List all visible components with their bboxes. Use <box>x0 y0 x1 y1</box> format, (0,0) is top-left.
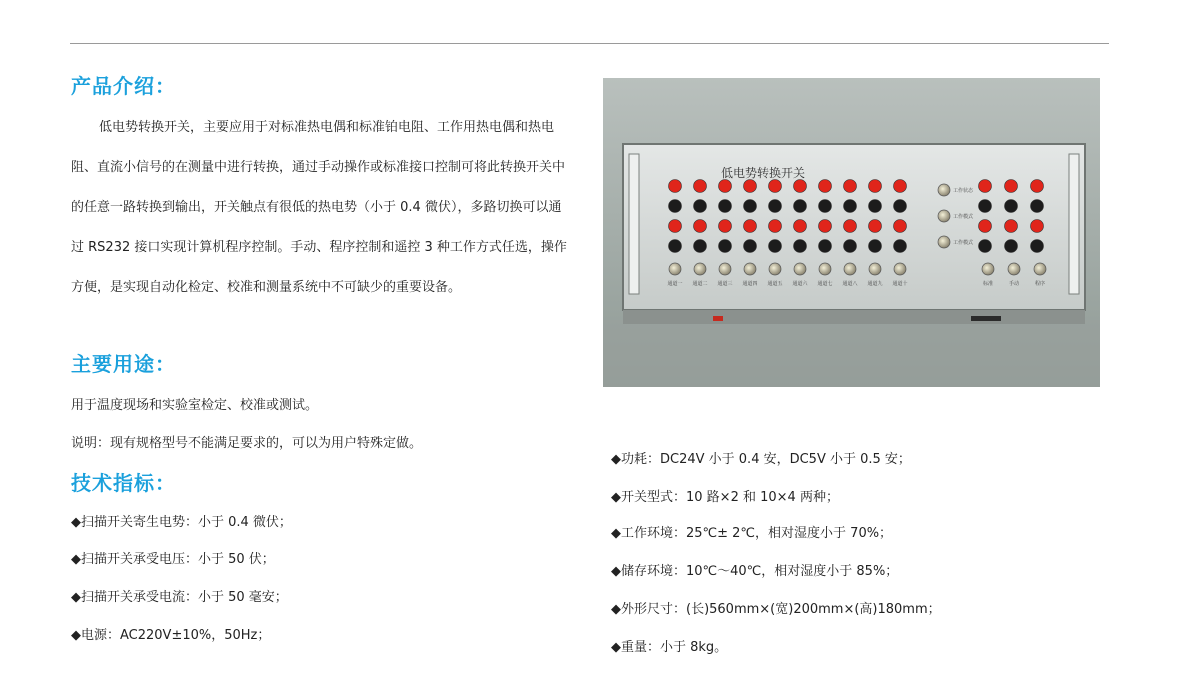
spec-item: ◆储存环境：10℃～40℃，相对湿度小于 85%； <box>611 564 899 579</box>
terminal-post <box>1031 240 1044 253</box>
control-label: 程序 <box>1034 281 1046 287</box>
terminal-post <box>979 180 992 193</box>
channel-label: 通道八 <box>842 281 858 287</box>
spec-item: ◆扫描开关寄生电势：小于 0.4 微伏； <box>71 515 292 530</box>
channel-knob <box>844 263 856 275</box>
terminal-post <box>1005 200 1018 213</box>
terminal-post <box>844 180 857 193</box>
usage-note: 说明：现有规格型号不能满足要求的，可以为用户特殊定做。 <box>71 436 423 451</box>
spec-item: ◆工作环境：25℃± 2℃，相对湿度小于 70%； <box>611 526 893 541</box>
intro-heading: 产品介绍： <box>71 74 176 98</box>
terminal-post <box>1031 180 1044 193</box>
terminal-post <box>794 180 807 193</box>
terminal-post <box>844 240 857 253</box>
terminal-post <box>894 240 907 253</box>
terminal-post <box>669 180 682 193</box>
channel-label: 通道九 <box>867 281 883 287</box>
terminal-post <box>794 220 807 233</box>
control-knob <box>982 263 994 275</box>
spec-item: ◆重量：小于 8kg。 <box>611 640 728 655</box>
terminal-post <box>819 200 832 213</box>
terminal-post <box>979 220 992 233</box>
terminal-post <box>719 180 732 193</box>
usage-line: 用于温度现场和实验室检定、校准或测试。 <box>71 398 319 413</box>
terminal-post <box>979 240 992 253</box>
mode-label: 工作模式 <box>953 214 974 220</box>
spec-item: ◆开关型式：10 路×2 和 10×4 两种； <box>611 490 839 505</box>
mode-label: 工作模式 <box>953 240 974 246</box>
terminal-post <box>869 240 882 253</box>
channel-knob <box>669 263 681 275</box>
terminal-post <box>844 220 857 233</box>
channel-knob <box>744 263 756 275</box>
terminal-post <box>819 240 832 253</box>
channel-knob <box>694 263 706 275</box>
terminal-post <box>844 200 857 213</box>
terminal-post <box>894 200 907 213</box>
terminal-post <box>744 200 757 213</box>
terminal-post <box>769 220 782 233</box>
device-base <box>623 310 1085 324</box>
spec-item: ◆外形尺寸：(长)560mm×(宽)200mm×(高)180mm； <box>611 602 941 617</box>
terminal-post <box>769 240 782 253</box>
channel-knob <box>794 263 806 275</box>
channel-label: 通道七 <box>817 281 833 287</box>
control-label: 手动 <box>1008 281 1020 287</box>
mode-switch <box>938 236 950 248</box>
spec-item: ◆电源：AC220V±10%，50Hz； <box>71 628 271 643</box>
terminal-post <box>979 200 992 213</box>
terminal-post <box>694 180 707 193</box>
channel-knob <box>819 263 831 275</box>
terminal-post <box>1005 180 1018 193</box>
mode-label: 工作状态 <box>953 188 974 194</box>
terminal-post <box>1005 240 1018 253</box>
terminal-post <box>769 180 782 193</box>
control-knob <box>1008 263 1020 275</box>
channel-label: 通道一 <box>667 281 683 287</box>
terminal-post <box>694 220 707 233</box>
spec-item: ◆扫描开关承受电压：小于 50 伏； <box>71 552 275 567</box>
terminal-post <box>819 220 832 233</box>
terminal-post <box>719 200 732 213</box>
terminal-post <box>669 200 682 213</box>
terminal-post <box>669 220 682 233</box>
mode-switch <box>938 184 950 196</box>
mode-switch <box>938 210 950 222</box>
terminal-post <box>794 240 807 253</box>
terminal-post <box>819 180 832 193</box>
channel-label: 通道二 <box>692 281 708 287</box>
usage-heading: 主要用途： <box>71 352 176 376</box>
channel-label: 通道十 <box>892 281 908 287</box>
panel-title: 低电势转换开关 <box>721 166 806 180</box>
terminal-post <box>1031 200 1044 213</box>
terminal-post <box>694 240 707 253</box>
terminal-post <box>869 220 882 233</box>
top-divider <box>70 43 1109 44</box>
terminal-post <box>719 240 732 253</box>
channel-knob <box>719 263 731 275</box>
terminal-post <box>1031 220 1044 233</box>
terminal-post <box>719 220 732 233</box>
channel-knob <box>869 263 881 275</box>
terminal-post <box>744 220 757 233</box>
terminal-post <box>869 180 882 193</box>
terminal-post <box>894 220 907 233</box>
spec-item: ◆扫描开关承受电流：小于 50 毫安； <box>71 590 288 605</box>
terminal-post <box>769 200 782 213</box>
channel-label: 通道五 <box>767 281 783 287</box>
terminal-post <box>744 180 757 193</box>
control-label: 标准 <box>982 281 994 287</box>
intro-text: 低电势转换开关，主要应用于对标准热电偶和标准铂电阻、工作用热电偶和热电阻、直流小信号的在测量中进行转换，通过手动操作或标准接口控制可将此转换开关中的任意一路转换到输出，开关触点有很低的热电势（小于 0.4 微伏），多路切换可以通过 RS232 接口实现计算机程序控制。手动、程序控制和遥控 3 种工作方式任选，操作方便，是实现自动化检定、校准和测量系统中不可缺少的重要设备。 <box>71 120 567 295</box>
terminal-post <box>894 180 907 193</box>
terminal-post <box>794 200 807 213</box>
channel-label: 通道三 <box>717 281 733 287</box>
terminal-post <box>669 240 682 253</box>
channel-knob <box>769 263 781 275</box>
control-knob <box>1034 263 1046 275</box>
channel-label: 通道四 <box>742 281 758 287</box>
channel-label: 通道六 <box>792 281 808 287</box>
device-photo <box>603 78 1100 387</box>
terminal-post <box>1005 220 1018 233</box>
spec-item: ◆功耗：DC24V 小于 0.4 安，DC5V 小于 0.5 安； <box>611 452 911 467</box>
channel-knob <box>894 263 906 275</box>
spec-heading: 技术指标： <box>71 471 176 495</box>
terminal-post <box>869 200 882 213</box>
terminal-post <box>694 200 707 213</box>
terminal-post <box>744 240 757 253</box>
intro-paragraph <box>71 108 571 308</box>
